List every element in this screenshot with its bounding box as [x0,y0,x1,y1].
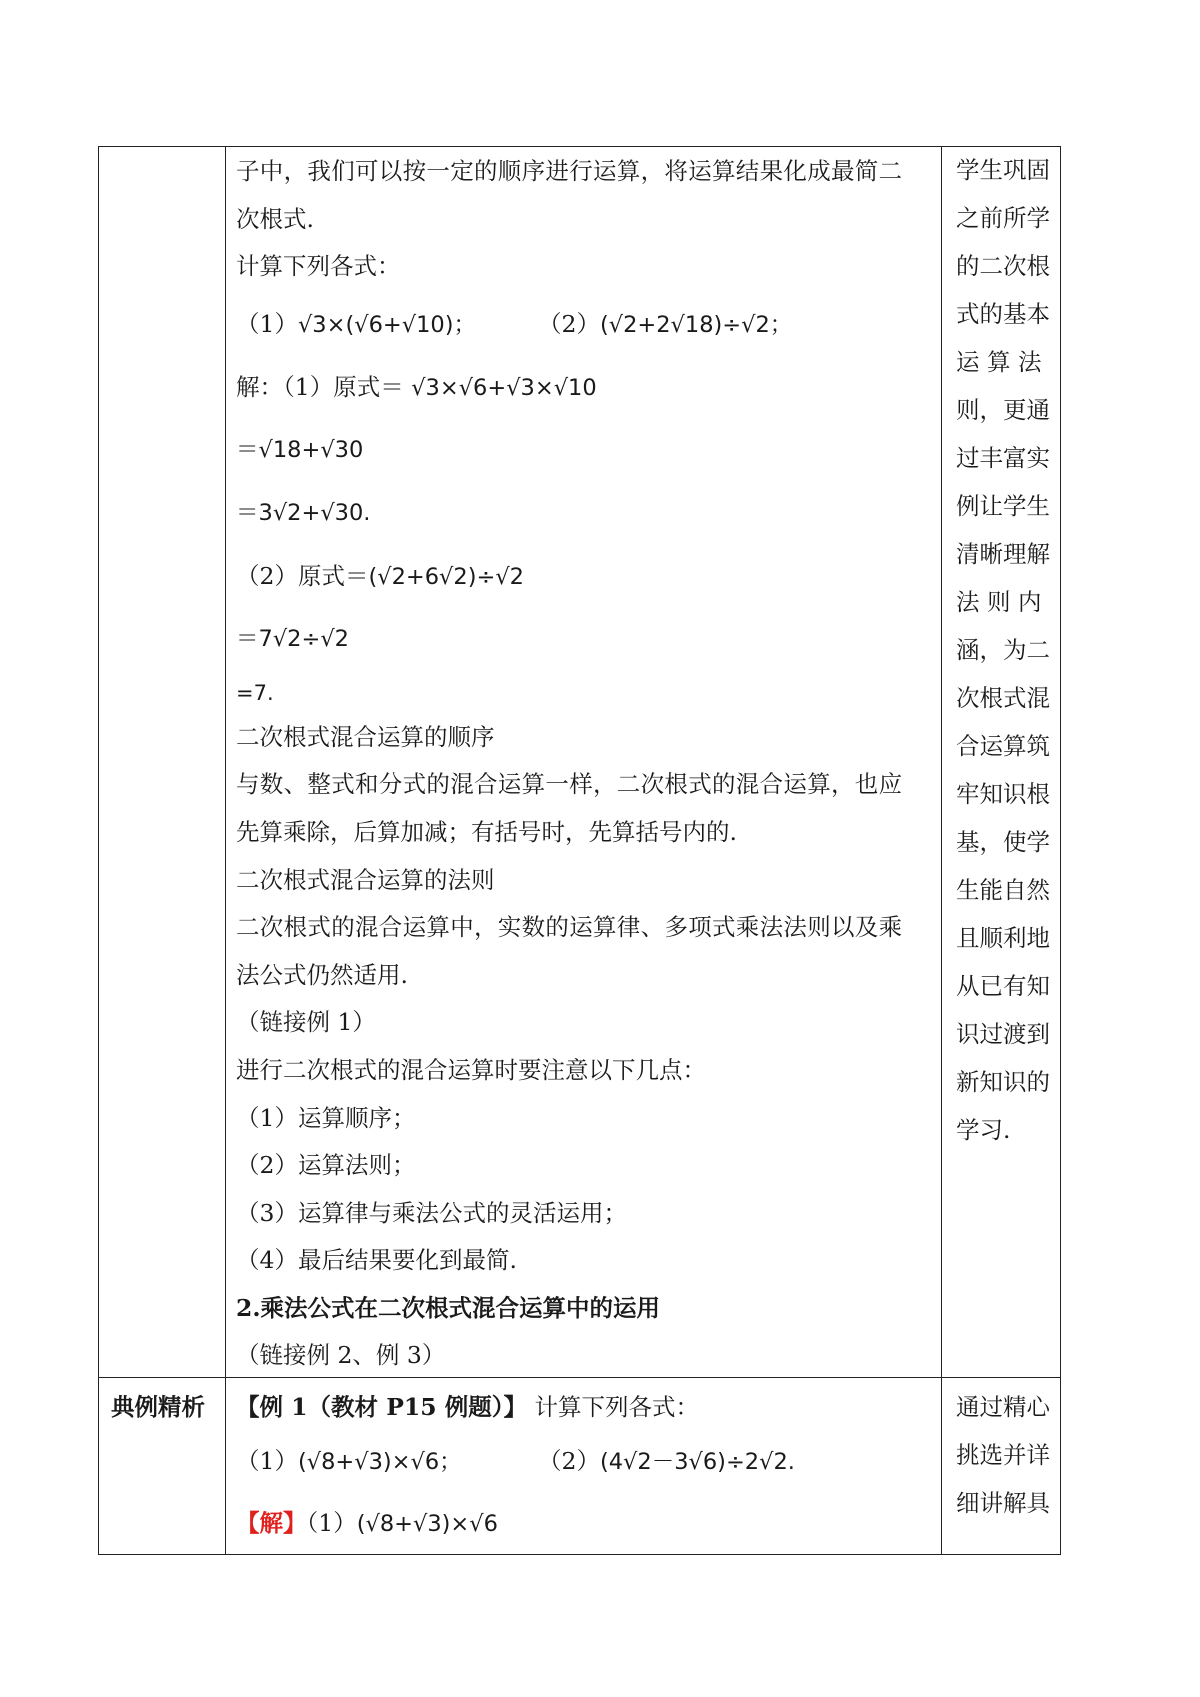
calc-header: 计算下列各式： [236,252,401,280]
side-note-line: 合运算筑 [956,732,1050,760]
side-note-line: 的二次根 [956,252,1050,280]
side-note-line: 式的基本 [956,300,1050,328]
intro-line-1: 子中，我们可以按一定的顺序进行运算，将运算结果化成最简二 [236,157,903,185]
side-note-line: 学生巩固 [956,156,1050,184]
solution-1-expression: √3×√6+√3×√10 [411,375,597,401]
note-item: （4）最后结果要化到最简. [236,1246,517,1274]
side-note-line: 生能自然 [956,876,1050,904]
solution-1-line-1 [236,372,597,403]
row-label-examples: 典例精析 [111,1393,205,1421]
side-note-line: 牢知识根 [956,780,1050,808]
side-note-line: 清晰理解 [956,540,1050,568]
example-1-instruction: 计算下列各式： [534,1393,700,1421]
side-note-line: 通过精心 [956,1393,1050,1421]
solution-tag: 【解】 [236,1509,307,1537]
solution-1-line-2: ＝√18+√30 [236,437,364,463]
problem-1-expression: √3×(√6+√10)； [297,312,476,338]
side-note-line: 细讲解具 [956,1489,1050,1517]
intro-line-2: 次根式. [236,205,314,233]
side-note-line: 新知识的 [956,1068,1050,1096]
table-row-divider [98,1377,1061,1378]
example-1-problem-2-expression: (4√2－3√6)÷2√2. [599,1449,795,1475]
solution-2-prefix: （2）原式＝ [236,562,369,590]
note-item: （3）运算律与乘法公式的灵活运用； [236,1199,627,1227]
example-1-problem-1 [236,1446,462,1477]
rule-line-1: 二次根式的混合运算中，实数的运算律、多项式乘法法则以及乘 [236,913,903,941]
link-examples-2-3: （链接例 2、例 3） [236,1341,446,1369]
example-1-problem-1-label: （1） [236,1447,298,1475]
design-intent-column-1 [956,146,1060,1154]
table-col-divider-1 [225,146,226,1555]
table-left-border [98,146,99,1555]
side-note-line: 则，更通 [956,396,1050,424]
side-note-line: 挑选并详 [956,1441,1050,1469]
note-item: （1）运算顺序； [236,1104,416,1132]
table-col-divider-2 [941,146,942,1555]
side-note-line: 学习. [956,1116,1011,1144]
example-1-title: 【例 1（教材 P15 例题）】 [236,1393,528,1421]
problem-2-expression: (√2+2√18)÷√2； [599,312,793,338]
side-note-line: 过丰富实 [956,444,1050,472]
example-1-solution [236,1508,498,1539]
solution-2-line-3: =7. [236,681,274,705]
problem-1-label: （1） [236,310,298,338]
side-note-line: 从已有知 [956,972,1050,1000]
design-intent-column-2 [956,1383,1060,1527]
side-note-line: 之前所学 [956,204,1050,232]
problem-2 [538,309,792,340]
order-line-1: 与数、整式和分式的混合运算一样，二次根式的混合运算，也应 [236,770,903,798]
rule-title: 二次根式混合运算的法则 [236,866,495,894]
side-note-line: 运 算 法 [956,348,1042,376]
example-1-solution-expression: (√8+√3)×√6 [356,1511,498,1537]
rule-line-2: 法公式仍然适用. [236,961,408,989]
example-1-problem-1-expression: (√8+√3)×√6； [297,1449,462,1475]
side-note-line: 法 则 内 [956,588,1042,616]
example-1-problem-2-label: （2） [538,1447,600,1475]
side-note-line: 基，使学 [956,828,1050,856]
order-line-2: 先算乘除，后算加减；有括号时，先算括号内的. [236,818,737,846]
solution-2-line-1 [236,561,524,592]
order-title: 二次根式混合运算的顺序 [236,723,495,751]
problem-2-label: （2） [538,310,600,338]
solution-2-line-2: ＝7√2÷√2 [236,626,349,652]
solution-2-expression: (√2+6√2)÷√2 [368,564,524,590]
example-1-header [236,1392,699,1422]
example-1-solution-label: （1） [306,1509,357,1537]
table-right-border [1060,146,1061,1555]
side-note-line: 次根式混 [956,684,1050,712]
side-note-line: 例让学生 [956,492,1050,520]
side-note-line: 涵，为二 [956,636,1050,664]
table-top-border [98,146,1061,147]
section-2-title: 2.乘法公式在二次根式混合运算中的运用 [236,1294,661,1322]
example-1-problem-2 [538,1446,795,1477]
link-example-1: （链接例 1） [236,1008,376,1036]
side-note-line: 且顺利地 [956,924,1050,952]
table-bottom-border [98,1554,1061,1555]
notes-title: 进行二次根式的混合运算时要注意以下几点： [236,1056,706,1084]
solution-prefix: 解：（1）原式＝ [236,373,404,401]
solution-1-line-3: ＝3√2+√30. [236,500,371,526]
side-note-line: 识过渡到 [956,1020,1050,1048]
problem-1 [236,309,476,340]
note-item: （2）运算法则； [236,1151,416,1179]
